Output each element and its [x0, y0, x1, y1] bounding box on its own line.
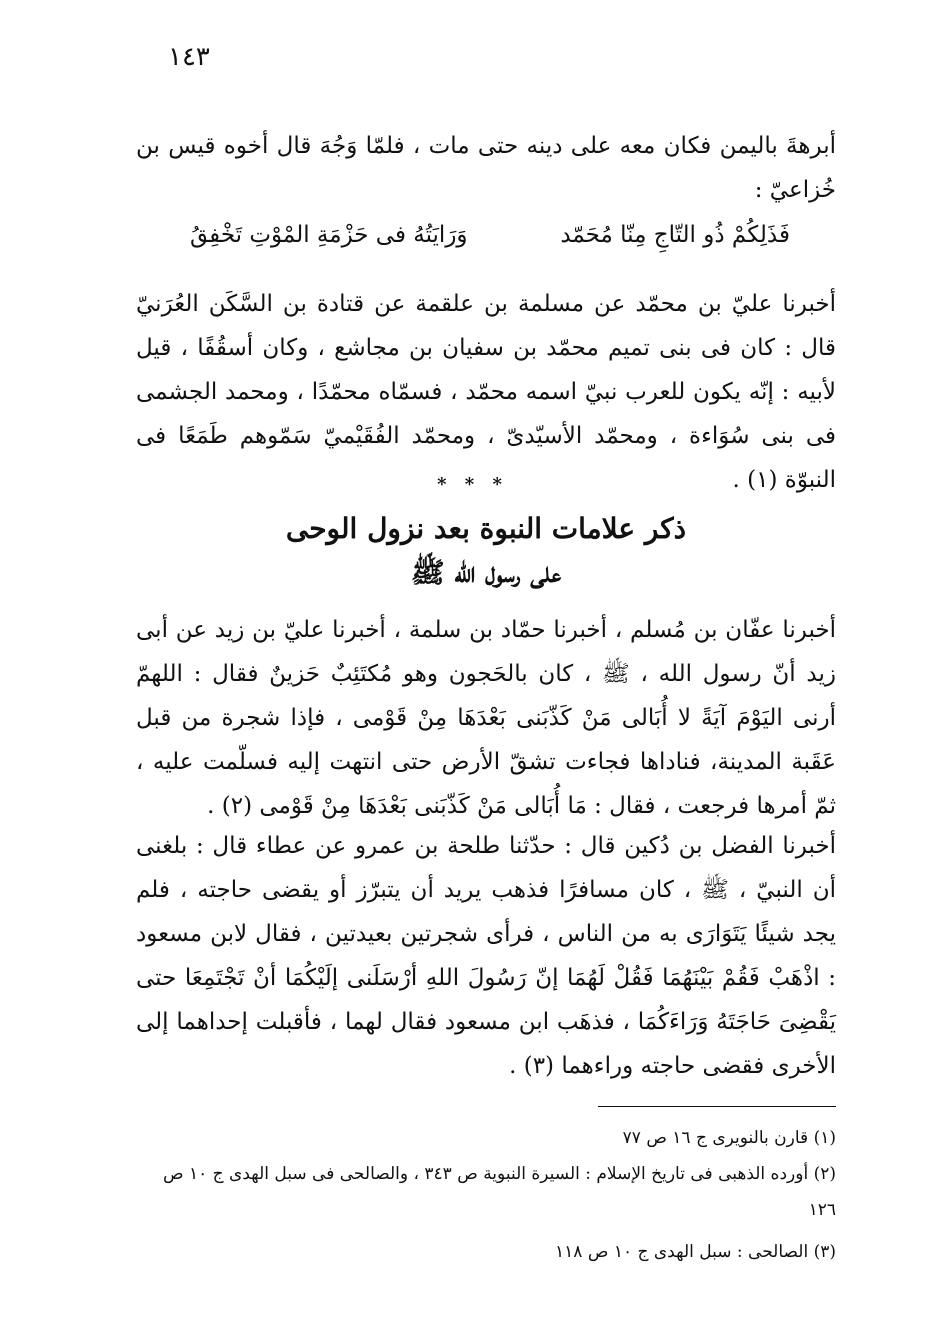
footnote-divider [598, 1106, 836, 1107]
section-title-line2: على رسول الله ﷺ [410, 556, 562, 589]
poem-verse [190, 222, 790, 262]
section-separator: * * * [437, 474, 508, 495]
section-title-line1: ذكر علامات النبوة بعد نزول الوحى [285, 512, 687, 545]
page-number: ١٤٣ [168, 42, 210, 72]
footnote-2: (٢) أورده الذهبى فى تاريخ الإسلام : السيرة النبوية ص ٣٤٣ ، والصالحى فى سبل الهدى ج ١٠ ص ١٢٦ [163, 1164, 836, 1220]
intro-paragraph: أبرهةَ باليمن فكان معه على دينه حتى مات ، فلمّا وَجُهَ قال أخوه قيس بن خُزاعيّ : [136, 133, 836, 203]
footnote-3: (٣) الصالحى : سبل الهدى ج ١٠ ص ١١٨ [555, 1242, 836, 1262]
poem-hemistich-left: وَرَايَتُهُ فى حَزْمَةِ المْوْتِ تَخْفِقُ [190, 222, 468, 248]
paragraph-fadl: أخبرنا الفضل بن دُكين قال : حدّثنا طلحة بن عمرو عن عطاء قال : بلغنى أن النبيّ ، ﷺ ، كان مسافرًا فذهب يريد أن يتبرّز أو يقضى حاجته ، فلم يجد شيئًا يَتَوَارَى به من الناس ، فرأى شجرتين بعيدتين ، فقال لابن مسعود : اذْهَبْ فَقُمْ بَيْنَهُمَا فَقُلْ لَهُمَا إنّ رَسُولَ اللهِ أرْسَلَنى إلَيْكُمَا أنْ تَجْتَمِعَا حتى يَقْضِىَ حَاجَتَهُ وَرَاءَكُمَا ، فذهَب ابن مسعود فقال لهما ، فأقبلت إحداهما إلى الأخرى فقضى حاجته وراءهما (٣) . [136, 833, 836, 1079]
footnote-1: (١) قارن بالنويرى ج ١٦ ص ٧٧ [622, 1128, 836, 1148]
paragraph-qatada: أخبرنا عليّ بن محمّد عن مسلمة بن علقمة عن قتادة بن السَّكَن العُرَنيّ قال : كان فى بنى تميم محمّد بن سفيان بن مجاشع ، وكان أسقُفًا ، قيل لأبيه : إنّه يكون للعرب نبيّ اسمه محمّد ، فسمّاه محمّدًا ، ومحمد الجشمى فى بنى سُوَاءة ، ومحمّد الأسيّدىّ ، ومحمّد الفُقَيْميّ سَمّوهم طَمَعًا فى النبوّة (١) . [136, 291, 836, 493]
poem-hemistich-right: فَذَلِكُمْ ذُو التّاجِ مِنّا مُحَمّد [560, 222, 790, 248]
paragraph-affan: أخبرنا عفّان بن مُسلم ، أخبرنا حمّاد بن سلمة ، أخبرنا عليّ بن زيد عن أبى زيد أنّ رسول الله ، ﷺ ، كان بالحَجون وهو مُكتَئِبٌ حَزينٌ فقال : اللهمّ أرنى اليَوْمَ آيَةً لا أُبَالى مَنْ كَذّبَنى بَعْدَهَا مِنْ قَوْمى ، فإذا شجرة من قبل عَقَبة المدينة، فناداها فجاءت تشقّ الأرض حتى انتهت إليه فسلّمت عليه ، ثمّ أمرها فرجعت ، فقال : مَا أُبَالى مَنْ كَذّبَنى بَعْدَهَا مِنْ قَوْمى (٢) . [136, 617, 836, 819]
